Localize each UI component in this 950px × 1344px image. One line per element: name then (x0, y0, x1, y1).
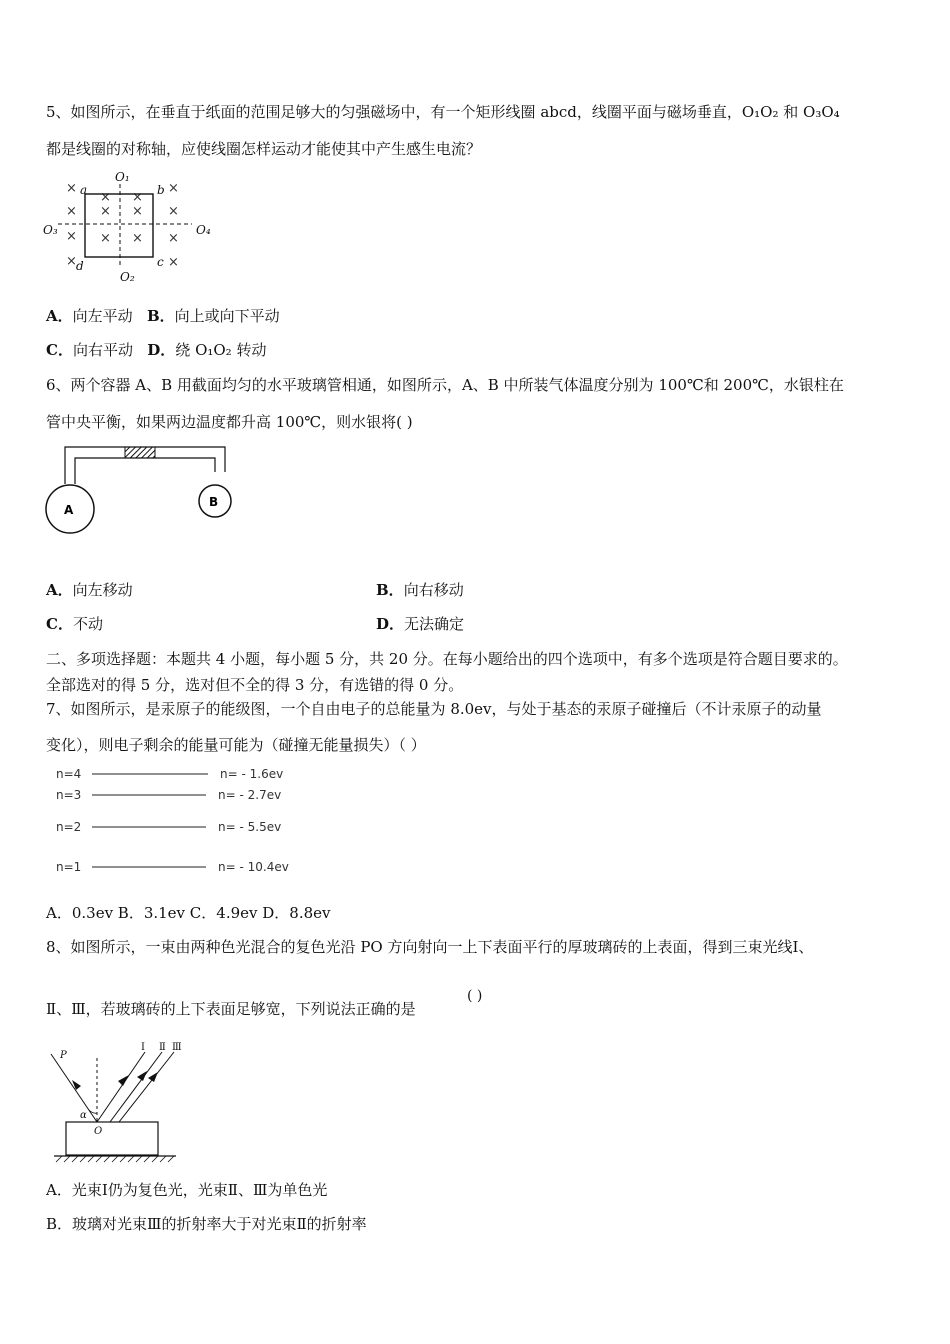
label-o3: O₃ (43, 223, 58, 237)
arrow-3 (148, 1072, 158, 1082)
q6-option-a: 向左移动 (72, 581, 133, 599)
q7-energy-level-diagram (46, 762, 316, 882)
cross-mark: × (66, 254, 77, 269)
q6-text-line1: 6、两个容器 A、B 用截面均匀的水平玻璃管相通，如图所示，A、B 中所装气体温度分别为 100℃和 200℃，水银柱在 (46, 376, 844, 394)
arrow-1 (118, 1075, 129, 1086)
q7-options: A．0.3ev B．3.1ev C．4.9ev D．8.8ev (46, 904, 331, 922)
label-ray-3: Ⅲ (172, 1042, 182, 1053)
q7-text-line2: 变化），则电子剩余的能量可能为（碰撞无能量损失）（ ） (46, 736, 426, 754)
level-4-n: n=4 (56, 767, 82, 781)
label-c: c (157, 255, 164, 269)
level-2-n: n=2 (56, 820, 82, 834)
mercury-column (125, 447, 155, 458)
q5-option-a-label: A． (46, 307, 73, 325)
label-ray-2: Ⅱ (159, 1042, 166, 1053)
q8-text-line1: 8、如图所示，一束由两种色光混合的复色光沿 PO 方向射向一上下表面平行的厚玻璃砖的上表面，得到三束光线Ⅰ、 (46, 938, 814, 956)
q6-option-b-label: B． (376, 581, 404, 599)
q8-text-line2: Ⅱ、Ⅲ，若玻璃砖的上下表面足够宽，下列说法正确的是 (46, 1000, 416, 1018)
cross-mark: × (168, 204, 179, 219)
label-o1: O₁ (115, 170, 130, 184)
q7-text-line1: 7、如图所示，是汞原子的能级图，一个自由电子的总能量为 8.0ev，与处于基态的汞原子碰撞后（不计汞原子的动量 (46, 700, 822, 718)
q5-option-d-label: D． (147, 341, 176, 359)
level-2-energy: n= - 5.5ev (218, 820, 282, 834)
q6-option-d-row (376, 614, 464, 634)
label-d: d (76, 259, 84, 273)
label-o4: O₄ (196, 223, 211, 237)
label-a: A (64, 503, 74, 517)
q5-option-c-label: C． (46, 341, 73, 359)
q8-answer-paren: ( ) (467, 988, 483, 1004)
q6-option-d: 无法确定 (404, 615, 465, 633)
cross-mark: × (132, 190, 143, 205)
cross-mark: × (168, 255, 179, 270)
q6-option-c-row (46, 614, 103, 634)
label-o2: O₂ (120, 270, 135, 284)
q5-option-a: 向左平动 (72, 307, 133, 325)
cross-mark: × (100, 190, 111, 205)
q6-option-c: 不动 (72, 615, 103, 633)
q8-option-b: B．玻璃对光束Ⅲ的折射率大于对光束Ⅱ的折射率 (46, 1215, 367, 1233)
label-b: B (209, 495, 219, 509)
label-b: b (157, 183, 165, 197)
ray-1 (97, 1052, 145, 1122)
glass-tube-inner (75, 458, 215, 484)
ray-2 (110, 1052, 162, 1122)
level-4-energy: n= - 1.6ev (220, 767, 284, 781)
q6-option-a-row (46, 580, 133, 600)
label-alpha: α (80, 1110, 87, 1121)
incident-ray-po (51, 1054, 97, 1122)
arrow-incident (72, 1080, 81, 1090)
cross-mark: × (100, 204, 111, 219)
q6-option-a-label: A． (46, 581, 73, 599)
q5-option-c: 向右平动 (72, 341, 133, 359)
level-1-n: n=1 (56, 860, 82, 874)
q5-options-row1 (46, 306, 280, 326)
cross-mark: × (66, 204, 77, 219)
ray-3 (119, 1052, 174, 1122)
level-1-energy: n= - 10.4ev (218, 860, 289, 874)
q5-option-b-label: B． (146, 307, 175, 325)
glass-brick (66, 1122, 158, 1155)
arrow-2 (137, 1071, 147, 1081)
label-o: O (94, 1126, 103, 1137)
label-a: a (80, 183, 88, 197)
q6-option-c-label: C． (46, 615, 73, 633)
q5-text-line1: 5、如图所示，在垂直于纸面的范围足够大的匀强磁场中，有一个矩形线圈 abcd，线圈平面与磁场垂直，O₁O₂ 和 O₃O₄ (46, 103, 840, 121)
section2-heading-line2: 全部选对的得 5 分，选对但不全的得 3 分，有选错的得 0 分。 (46, 676, 464, 694)
q6-option-d-label: D． (376, 615, 405, 633)
section2-heading-line1: 二、多项选择题：本题共 4 小题，每小题 5 分，共 20 分。在每小题给出的四个选项中，有多个选项是符合题目要求的。 (46, 650, 848, 668)
q6-container-figure (40, 440, 240, 540)
q6-option-b-row (376, 580, 464, 600)
cross-mark: × (168, 181, 179, 196)
q5-options-row2 (46, 340, 266, 360)
q6-option-b: 向右移动 (403, 581, 464, 599)
q5-option-d: 绕 O₁O₂ 转动 (175, 341, 267, 359)
q5-option-b: 向上或向下平动 (174, 307, 280, 325)
cross-mark: × (66, 229, 77, 244)
cross-mark: × (66, 181, 77, 196)
q6-text-line2: 管中央平衡，如果两边温度都升高 100℃，则水银将( ) (46, 413, 413, 431)
cross-mark: × (100, 231, 111, 246)
cross-mark: × (168, 231, 179, 246)
q5-magnetic-field-figure (40, 168, 220, 286)
q8-option-a: A．光束Ⅰ仍为复色光，光束Ⅱ、Ⅲ为单色光 (46, 1181, 328, 1199)
q5-text-line2: 都是线圈的对称轴，应使线圈怎样运动才能使其中产生感生电流？ (46, 140, 482, 158)
level-3-energy: n= - 2.7ev (218, 788, 282, 802)
label-p: P (60, 1050, 67, 1061)
cross-mark: × (132, 204, 143, 219)
level-3-n: n=3 (56, 788, 82, 802)
label-ray-1: Ⅰ (141, 1042, 145, 1053)
cross-mark: × (132, 231, 143, 246)
q8-glass-brick-figure (46, 1040, 226, 1165)
